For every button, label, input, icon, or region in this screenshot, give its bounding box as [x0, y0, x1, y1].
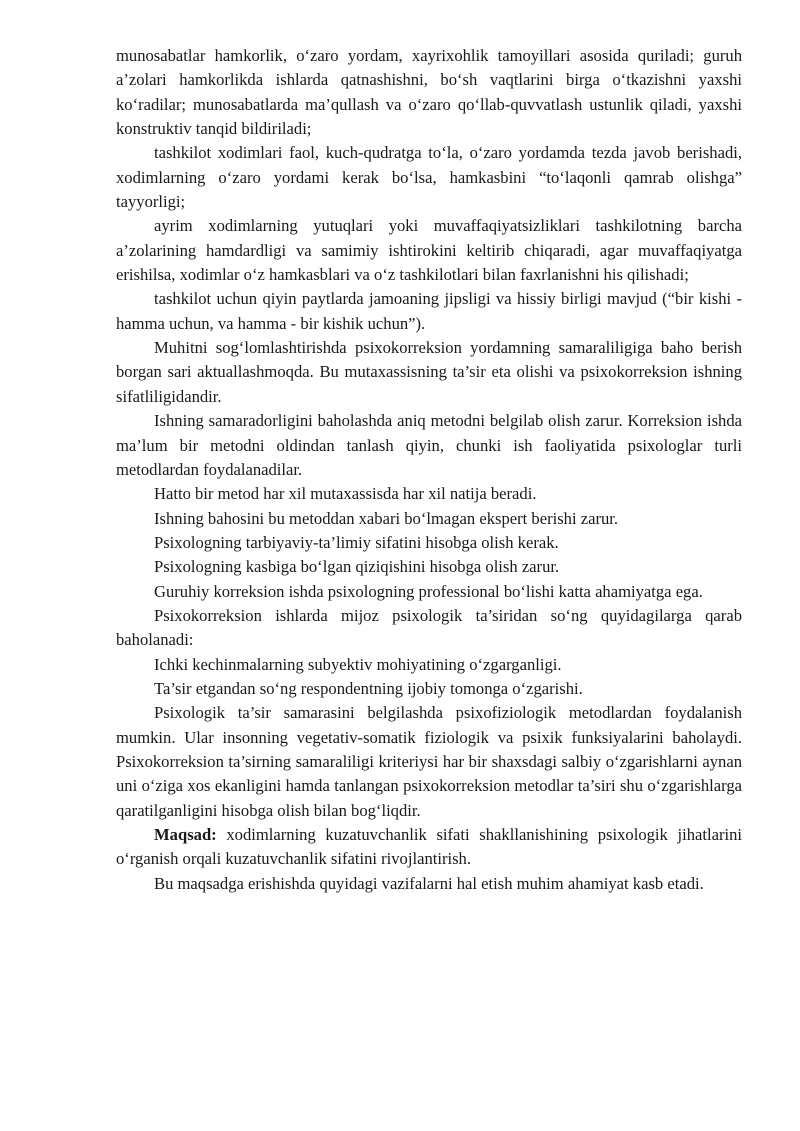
goal-paragraph [116, 823, 742, 872]
document-page [116, 44, 742, 896]
paragraph: Psixologning kasbiga bo‘lgan qiziqishini hisobga olish zarur. [154, 557, 560, 577]
paragraph: Ishning samaradorligini baholashda aniq metodni belgilab olish zarur. Korreksion ishda ma’lum bir metodni oldindan tanlash qiyin, chunki ish faoliyatida psixologlar turli metodlardan foydalanadilar. [116, 411, 742, 479]
paragraph: tashkilot xodimlari faol, kuch-qudratga to‘la, o‘zaro yordamda tezda javob berishadi, xodimlarning o‘zaro yordami kerak bo‘lsa, hamkasbini “to‘laqonli qamrab olishga” tayyorligi; [116, 143, 742, 212]
paragraph: ayrim xodimlarning yutuqlari yoki muvaffaqiyatsizliklari tashkilotning barcha a’zolarining hamdardligi va samimiy ishtirokini keltirib chiqaradi, agar muvaffaqiyatga erishilsa, xodimlar o‘z hamkasblari va o‘z tashkilotlari bilan faxrlanishni his qilishadi; [116, 216, 742, 285]
paragraph: Ishning bahosini bu metoddan xabari bo‘lmagan ekspert berishi zarur. [154, 508, 619, 528]
paragraph-continuation: munosabatlar hamkorlik, o‘zaro yordam, xayrixohlik tamoyillari asosida quriladi; guruh a’zolari hamkorlikda ishlarda qatnashishni, bo‘sh vaqtlarini birga o‘tkazishni yaxshi ko‘radilar; munosabatlarda ma’qullash va o‘zaro qo‘llab-quvvatlash ustunlik qiladi, yaxshi konstruktiv tanqid bildiriladi; [116, 46, 742, 139]
paragraph: Ichki kechinmalarning subyektiv mohiyatining o‘zgarganligi. [154, 654, 562, 674]
paragraph: Guruhiy korreksion ishda psixologning professional bo‘lishi katta ahamiyatga ega. [154, 581, 703, 601]
paragraph: Hatto bir metod har xil mutaxassisda har xil natija beradi. [154, 484, 537, 504]
paragraph: tashkilot uchun qiyin paytlarda jamoaning jipsligi va hissiy birligi mavjud (“bir kishi - hamma uchun, va hamma - bir kishik uchun”). [116, 289, 742, 333]
paragraph: Psixologik ta’sir samarasini belgilashda psixofiziologik metodlardan foydalanish mumkin. Ular insonning vegetativ-somatik fiziologik va psixik funksiyalarini baholaydi. Psixokorreksion ta’sirning samaraliligi kriteriysi har bir shaxsdagi salbiy o‘zgarishlarni aynan uni o‘ziga xos ekanligini hamda tanlangan psixokorreksion metodlar ta’siri shu o‘zgarishlarga qaratilganligini hisobga olish bilan bog‘liqdir. [116, 703, 742, 820]
paragraph: Psixokorreksion ishlarda mijoz psixologik ta’siridan so‘ng quyidagilarga qarab baholanadi: [116, 605, 742, 650]
goal-text: xodimlarning kuzatuvchanlik sifati shakllanishining psixologik jihatlarini o‘rganish orqali kuzatuvchanlik sifatini rivojlantirish. [116, 825, 742, 869]
goal-label: Maqsad: [154, 825, 217, 844]
paragraph: Ta’sir etgandan so‘ng respondentning ijobiy tomonga o‘zgarishi. [154, 678, 583, 698]
paragraph: Muhitni sog‘lomlashtirishda psixokorreksion yordamning samaraliligiga baho berish borgan sari aktuallashmoqda. Bu mutaxassisning ta’sir eta olishi va psixokorreksion ishning sifatliligidandir. [116, 338, 742, 406]
closing-paragraph: Bu maqsadga erishishda quyidagi vazifalarni hal etish muhim ahamiyat kasb etadi. [154, 873, 704, 893]
paragraph: Psixologning tarbiyaviy-ta’limiy sifatini hisobga olish kerak. [154, 532, 559, 552]
